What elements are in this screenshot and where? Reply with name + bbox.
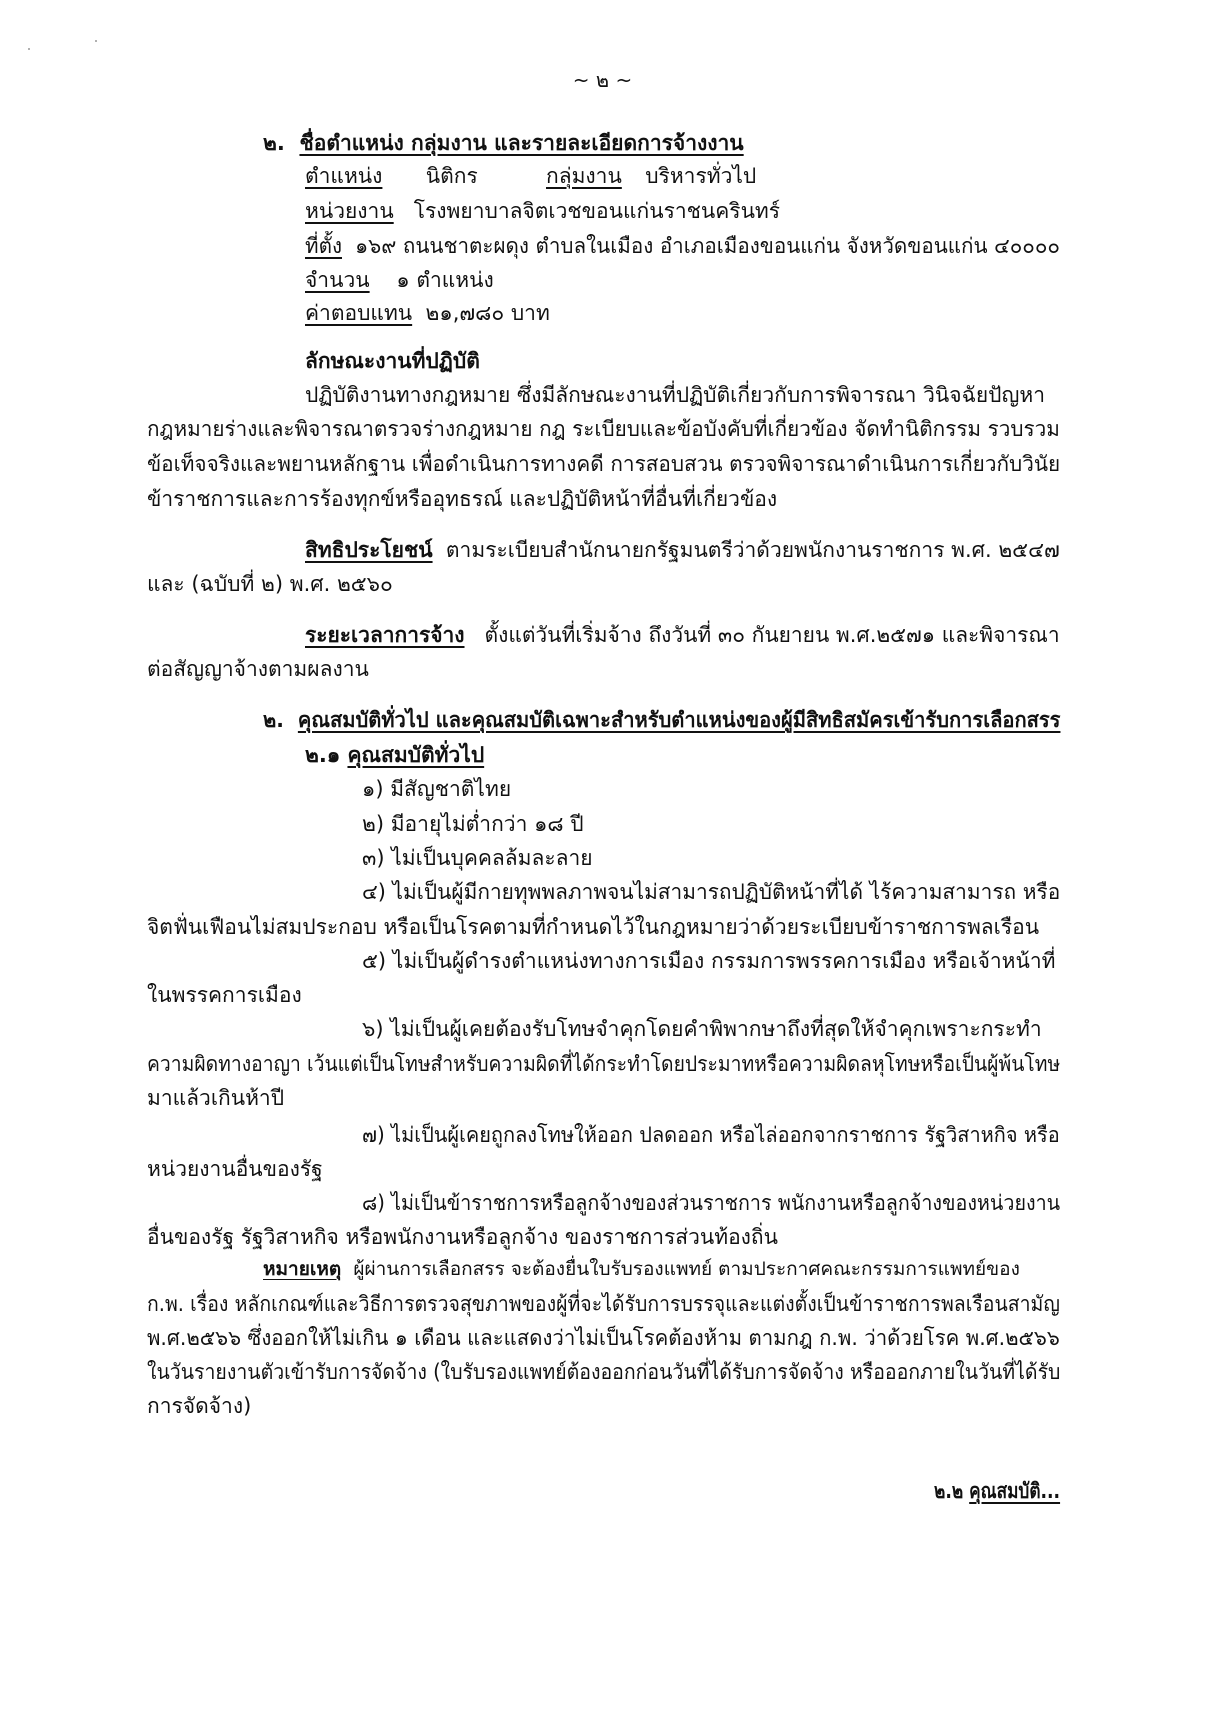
pay-label: ค่าตอบแทน [305, 301, 413, 325]
qualification-item: ๕) ไม่เป็นผู้ดำรงตำแหน่งทางการเมือง กรรมการพรรคการเมือง หรือเจ้าหน้าที่ [362, 949, 1056, 973]
duties-heading: ลักษณะงานที่ปฏิบัติ [305, 349, 480, 373]
duties-line: ข้าราชการและการร้องทุกข์หรืออุทธรณ์ และปฏิบัติหน้าที่อื่นที่เกี่ยวข้อง [147, 487, 778, 511]
position-value: นิติกร [425, 164, 478, 188]
qualification-item: ๘) ไม่เป็นข้าราชการหรือลูกจ้างของส่วนราชการ พนักงานหรือลูกจ้างของหน่วยงาน [362, 1191, 1061, 1215]
section2-heading-text: คุณสมบัติทั่วไป และคุณสมบัติเฉพาะสำหรับตำแหน่งของผู้มีสิทธิสมัครเข้ารับการเลือกสรร [297, 708, 1061, 732]
next-page-continuation [934, 1476, 1060, 1506]
note-line: ในวันรายงานตัวเข้ารับการจัดจ้าง (ใบรับรองแพทย์ต้องออกก่อนวันที่ได้รับการจัดจ้าง หรือออกภายในวันที่ได้รับ [147, 1360, 1061, 1384]
group-value: บริหารทั่วไป [645, 164, 757, 188]
scan-speck [28, 48, 30, 50]
period-line-2: ต่อสัญญาจ้างตามผลงาน [147, 657, 369, 681]
period-label: ระยะเวลาการจ้าง [305, 623, 465, 647]
subsection-num: ๒.๑ [305, 743, 341, 767]
qualification-item: ๔) ไม่เป็นผู้มีกายทุพพลภาพจนไม่สามารถปฏิบัติหน้าที่ได้ ไร้ความสามารถ หรือ [362, 880, 1061, 904]
group-label: กลุ่มงาน [546, 164, 622, 188]
unit-line [305, 196, 780, 226]
benefits-label: สิทธิประโยชน์ [305, 538, 433, 562]
note-line: พ.ศ.๒๕๖๖ ซึ่งออกให้ไม่เกิน ๑ เดือน และแสดงว่าไม่เป็นโรคต้องห้าม ตามกฎ ก.พ. ว่าด้วยโรค พ.ศ.๒๕๖๖ [147, 1326, 1060, 1350]
benefits-text: ตามระเบียบสำนักนายกรัฐมนตรีว่าด้วยพนักงานราชการ พ.ศ. ๒๕๔๗ [445, 538, 1060, 562]
count-line [305, 265, 494, 295]
location-value: ๑๖๙ ถนนชาตะผดุง ตำบลในเมือง อำเภอเมืองขอนแก่น จังหวัดขอนแก่น ๔๐๐๐๐ [355, 234, 1060, 258]
qualification-item-cont: จิตฟั่นเฟือนไม่สมประกอบ หรือเป็นโรคตามที่กำหนดไว้ในกฎหมายว่าด้วยระเบียบข้าราชการพลเรือน [147, 915, 1040, 939]
pay-line [305, 298, 550, 328]
note-line [263, 1254, 1020, 1284]
section2-heading-num: ๒. [263, 708, 284, 732]
unit-value: โรงพยาบาลจิตเวชขอนแก่นราชนครินทร์ [413, 199, 781, 223]
scan-speck [95, 40, 97, 42]
section2-heading [263, 705, 1060, 735]
qualification-item: ๖) ไม่เป็นผู้เคยต้องรับโทษจำคุกโดยคำพิพากษาถึงที่สุดให้จำคุกเพราะกระทำ [362, 1017, 1042, 1041]
subsection-heading [305, 740, 484, 770]
group-line [546, 161, 756, 191]
next-num: ๒.๒ [934, 1479, 964, 1503]
count-value: ๑ ตำแหน่ง [396, 268, 494, 292]
qualification-item-cont: ในพรรคการเมือง [147, 983, 302, 1007]
qualification-item-cont: มาแล้วเกินห้าปี [147, 1086, 285, 1110]
note-first: ผู้ผ่านการเลือกสรร จะต้องยื่นใบรับรองแพทย์ ตามประกาศคณะกรรมการแพทย์ของ [353, 1258, 1020, 1280]
count-label: จำนวน [305, 268, 370, 292]
section1-heading-num: ๒. [263, 131, 285, 155]
period-line [305, 620, 1060, 650]
duties-line: ข้อเท็จจริงและพยานหลักฐาน เพื่อดำเนินการทางคดี การสอบสวน ตรวจพิจารณาดำเนินการเกี่ยวกับวินัย [147, 452, 1061, 476]
subsection-title: คุณสมบัติทั่วไป [347, 743, 485, 767]
benefits-line [305, 535, 1060, 565]
section1-heading-text: ชื่อตำแหน่ง กลุ่มงาน และรายละเอียดการจ้างงาน [299, 131, 744, 155]
period-text: ตั้งแต่วันที่เริ่มจ้าง ถึงวันที่ ๓๐ กันยายน พ.ศ.๒๕๗๑ และพิจารณา [484, 623, 1060, 647]
unit-label: หน่วยงาน [305, 199, 394, 223]
duties-line: กฎหมายร่างและพิจารณาตรวจร่างกฎหมาย กฎ ระเบียบและข้อบังคับที่เกี่ยวข้อง จัดทำนิติกรรม รวบรวม [147, 417, 1060, 441]
pay-value: ๒๑,๗๘๐ บาท [425, 301, 550, 325]
section1-heading [263, 128, 744, 158]
location-line [305, 231, 1060, 261]
note-line: ก.พ. เรื่อง หลักเกณฑ์และวิธีการตรวจสุขภาพของผู้ที่จะได้รับการบรรจุและแต่งตั้งเป็นข้าราชการพลเรือนสามัญ [147, 1292, 1060, 1316]
position-label: ตำแหน่ง [305, 164, 383, 188]
benefits-line-2: และ (ฉบับที่ ๒) พ.ศ. ๒๕๖๐ [147, 572, 393, 596]
qualification-item-cont: อื่นของรัฐ รัฐวิสาหกิจ หรือพนักงานหรือลูกจ้าง ของราชการส่วนท้องถิ่น [147, 1225, 779, 1249]
qualification-item: ๓) ไม่เป็นบุคคลล้มละลาย [362, 846, 593, 870]
note-label: หมายเหตุ [263, 1258, 342, 1280]
note-line: การจัดจ้าง) [147, 1394, 252, 1418]
qualification-item-cont: ความผิดทางอาญา เว้นแต่เป็นโทษสำหรับความผิดที่ได้กระทำโดยประมาทหรือความผิดลหุโทษหรือเป็นผู้พ้นโทษ [147, 1052, 1061, 1076]
page-number: ~ ๒ ~ [572, 68, 633, 92]
qualification-item: ๑) มีสัญชาติไทย [362, 777, 512, 801]
qualification-item: ๗) ไม่เป็นผู้เคยถูกลงโทษให้ออก ปลดออก หรือไล่ออกจากราชการ รัฐวิสาหกิจ หรือ [362, 1123, 1060, 1147]
position-line [305, 161, 478, 191]
qualification-item: ๒) มีอายุไม่ต่ำกว่า ๑๘ ปี [362, 812, 584, 836]
qualification-item-cont: หน่วยงานอื่นของรัฐ [147, 1157, 323, 1181]
duties-line: ปฏิบัติงานทางกฎหมาย ซึ่งมีลักษณะงานที่ปฏิบัติเกี่ยวกับการพิจารณา วินิจฉัยปัญหา [305, 383, 1046, 407]
location-label: ที่ตั้ง [305, 234, 342, 258]
next-label: คุณสมบัติ... [969, 1479, 1061, 1503]
